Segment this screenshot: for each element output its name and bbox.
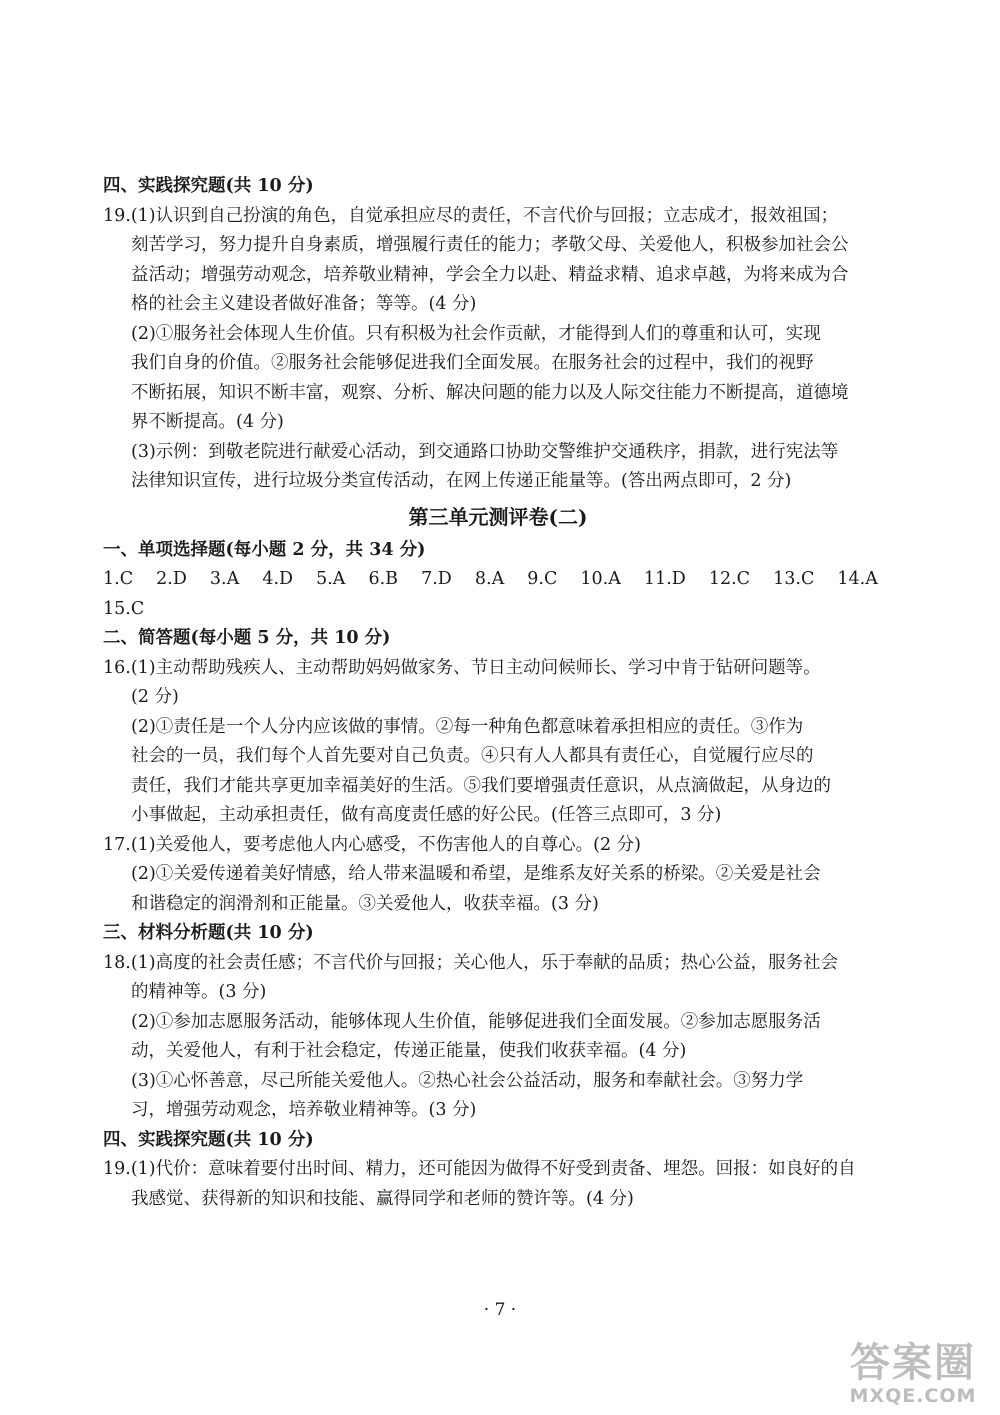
section-heading-practice: 四、实践探究题(共 10 分) bbox=[103, 1129, 314, 1150]
answer-line: 习，增强劳动观念，培养敬业精神等。(3 分) bbox=[131, 1100, 477, 1120]
answer-line: (2)①责任是一个人分内应该做的事情。②每一种角色都意味着承担相应的责任。③作为 bbox=[131, 716, 804, 737]
choice-answer: 14.A bbox=[837, 569, 878, 589]
answer-line: (3)①心怀善意，尽己所能关爱他人。②热心社会公益活动，服务和奉献社会。③努力学 bbox=[131, 1070, 804, 1091]
answer-line: (2)①关爱传递着美好情感，给人带来温暖和希望，是维系友好关系的桥梁。②关爱是社会 bbox=[131, 864, 821, 884]
answer-line: (3)示例：到敬老院进行献爱心活动，到交通路口协助交警维护交通秩序，捐款，进行宪法等 bbox=[131, 441, 839, 462]
answer-line: (2)①参加志愿服务活动，能够体现人生价值，能够促进我们全面发展。②参加志愿服务活 bbox=[131, 1011, 821, 1032]
choice-answer: 7.D bbox=[421, 569, 452, 589]
answer-line: 不断拓展，知识不断丰富，观察、分析、解决问题的能力以及人际交往能力不断提高，道德境 bbox=[131, 382, 849, 403]
choice-answer: 9.C bbox=[527, 569, 558, 589]
choice-answer: 15.C bbox=[103, 598, 145, 619]
answer-line: 法律知识宣传，进行垃圾分类宣传活动，在网上传递正能量等。(答出两点即可，2 分) bbox=[131, 471, 792, 491]
choice-answer: 2.D bbox=[156, 569, 187, 589]
choice-answers-row bbox=[103, 565, 878, 595]
answer-page bbox=[103, 172, 893, 1214]
answer-line: 19.(1)认识到自己扮演的角色，自觉承担应尽的责任，不言代价与回报；立志成才，报效祖国； bbox=[103, 205, 839, 226]
section-heading-practice: 四、实践探究题(共 10 分) bbox=[103, 176, 314, 196]
watermark-url: MXQE.COM bbox=[849, 1385, 977, 1407]
answer-line: 19.(1)代价：意味着要付出时间、精力，还可能因为做得不好受到责备、埋怨。回报：如良好的自 bbox=[103, 1159, 856, 1179]
choice-answer: 13.C bbox=[773, 569, 815, 589]
answer-line: (2)①服务社会体现人生价值。只有积极为社会作贡献，才能得到人们的尊重和认可，实现 bbox=[131, 323, 821, 344]
choice-answer: 8.A bbox=[474, 569, 505, 589]
choice-answer: 6.B bbox=[368, 569, 399, 589]
answer-line: 刻苦学习，努力提升自身素质，增强履行责任的能力；孝敬父母、关爱他人，积极参加社会公 bbox=[131, 235, 849, 255]
answer-line: 的精神等。(3 分) bbox=[131, 982, 267, 1002]
choice-answer: 5.A bbox=[316, 569, 346, 589]
section-heading-single-choice: 一、单项选择题(每小题 2 分，共 34 分) bbox=[103, 539, 426, 560]
choice-answer: 1.C bbox=[103, 569, 134, 589]
page-number: · 7 · bbox=[483, 1300, 517, 1320]
answer-line: 18.(1)高度的社会责任感；不言代价与回报；关心他人，乐于奉献的品质；热心公益，服务社会 bbox=[103, 952, 839, 973]
answer-line: 我们自身的价值。②服务社会能够促进我们全面发展。在服务社会的过程中，我们的视野 bbox=[131, 353, 814, 373]
choice-answer: 11.D bbox=[643, 569, 686, 589]
answer-line: 责任，我们才能共享更加幸福美好的生活。⑤我们要增强责任意识，从点滴做起，从身边的 bbox=[131, 775, 831, 796]
choice-answer: 4.D bbox=[262, 569, 294, 589]
answer-line: 益活动；增强劳动观念，培养敬业精神，学会全力以赴、精益求精、追求卓越，为将来成为合 bbox=[131, 264, 849, 285]
site-watermark bbox=[838, 1341, 988, 1407]
answer-line: 小事做起，主动承担责任，做有高度责任感的好公民。(任答三点即可，3 分) bbox=[131, 805, 722, 825]
choice-answer: 3.A bbox=[209, 569, 240, 589]
answer-line: 17.(1)关爱他人，要考虑他人内心感受，不伤害他人的自尊心。(2 分) bbox=[103, 834, 641, 855]
answer-line: 社会的一员，我们每个人首先要对自己负责。④只有人人都具有责任心，自觉履行应尽的 bbox=[131, 746, 814, 766]
watermark-logo: 答案圈 bbox=[850, 1340, 976, 1386]
unit-title: 第三单元测评卷(二) bbox=[408, 504, 588, 529]
answer-line: (2 分) bbox=[131, 687, 179, 707]
section-heading-short-answer: 二、简答题(每小题 5 分，共 10 分) bbox=[103, 628, 391, 648]
answer-line: 16.(1)主动帮助残疾人、主动帮助妈妈做家务、节日主动问候师长、学习中肯于钻研问题等。 bbox=[103, 657, 821, 678]
section-heading-material-analysis: 三、材料分析题(共 10 分) bbox=[103, 923, 314, 943]
answer-line: 动，关爱他人，有利于社会稳定，传递正能量，使我们收获幸福。(4 分) bbox=[131, 1041, 687, 1061]
choice-answer: 10.A bbox=[580, 569, 621, 589]
answer-line: 界不断提高。(4 分) bbox=[131, 412, 284, 432]
answer-line: 和谐稳定的润滑剂和正能量。③关爱他人，收获幸福。(3 分) bbox=[131, 893, 599, 914]
answer-line: 格的社会主义建设者做好准备；等等。(4 分) bbox=[131, 294, 477, 314]
choice-answer: 12.C bbox=[708, 569, 751, 589]
answer-line: 我感觉、获得新的知识和技能、赢得同学和老师的赞许等。(4 分) bbox=[131, 1188, 634, 1209]
